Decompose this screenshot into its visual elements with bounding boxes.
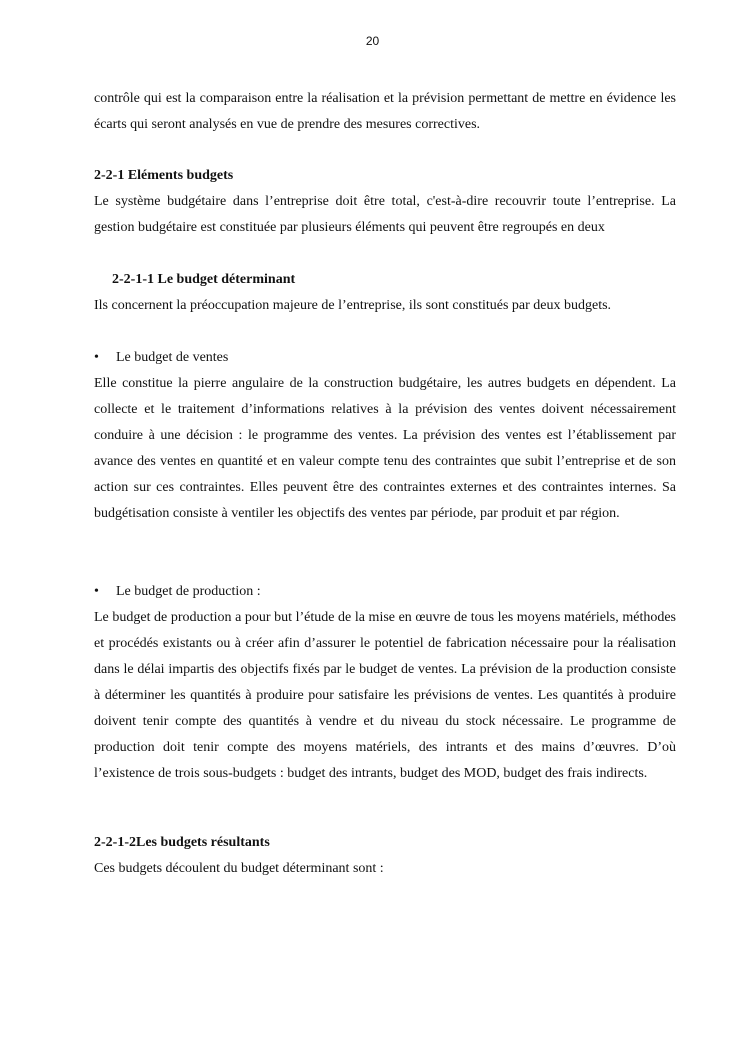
- section-2-2-1-2-heading: 2-2-1-2Les budgets résultants: [94, 835, 270, 850]
- bullet-budget-ventes: [94, 345, 676, 371]
- bullet-budget-production: [94, 579, 676, 605]
- section-2-2-1-1-heading: 2-2-1-1 Le budget déterminant: [112, 272, 296, 287]
- bullet-label: Le budget de production :: [116, 584, 261, 599]
- intro-paragraph: contrôle qui est la comparaison entre la réalisation et la prévision permettant de mettre en évidence les écarts qui seront analysés en vue de prendre des mesures correctives.: [94, 91, 676, 132]
- page-number: 20: [365, 34, 380, 48]
- section-2-2-1-2-paragraph: Ces budgets découlent du budget déterminant sont :: [94, 861, 384, 876]
- section-2-2-1-1-paragraph: Ils concernent la préoccupation majeure de l’entreprise, ils sont constitués par deux budgets.: [94, 298, 612, 313]
- section-2-2-1-heading: 2-2-1 Eléments budgets: [94, 168, 234, 183]
- bullet-icon: •: [94, 350, 99, 365]
- budget-ventes-paragraph: Elle constitue la pierre angulaire de la construction budgétaire, les autres budgets en dépendent. La collecte et le traitement d’informations relatives à la prévision des ventes doivent nécessairement conduire à une décision : le programme des ventes. La prévision des ventes est l’établissement par avance des ventes en quantité et en valeur compte tenu des contraintes que subit l’entreprise et de son action sur ces contraintes. Elles peuvent être des contraintes externes et des contraintes internes. Sa budgétisation consiste à ventiler les objectifs des ventes par période, par produit et par région.: [94, 376, 676, 521]
- bullet-icon: •: [94, 584, 99, 599]
- bullet-label: Le budget de ventes: [116, 350, 229, 365]
- section-2-2-1-paragraph: Le système budgétaire dans l’entreprise doit être total, c'est-à-dire recouvrir toute l’entreprise. La gestion budgétaire est constituée par plusieurs éléments qui peuvent être regroupés en deux: [94, 194, 676, 235]
- budget-production-paragraph: Le budget de production a pour but l’étude de la mise en œuvre de tous les moyens matériels, méthodes et procédés existants ou à créer afin d’assurer le potentiel de fabrication nécessaire pour la réalisation dans le délai impartis des objectifs fixés par le budget de ventes. La prévision de la production consiste à déterminer les quantités à produire pour satisfaire les prévisions de ventes. Les quantités à produire doivent tenir compte des quantités à vendre et du niveau du stock nécessaire. Le programme de production doit tenir compte des moyens matériels, des intrants et des mains d’œuvres. D’où l’existence de trois sous-budgets : budget des intrants, budget des MOD, budget des frais indirects.: [94, 610, 676, 781]
